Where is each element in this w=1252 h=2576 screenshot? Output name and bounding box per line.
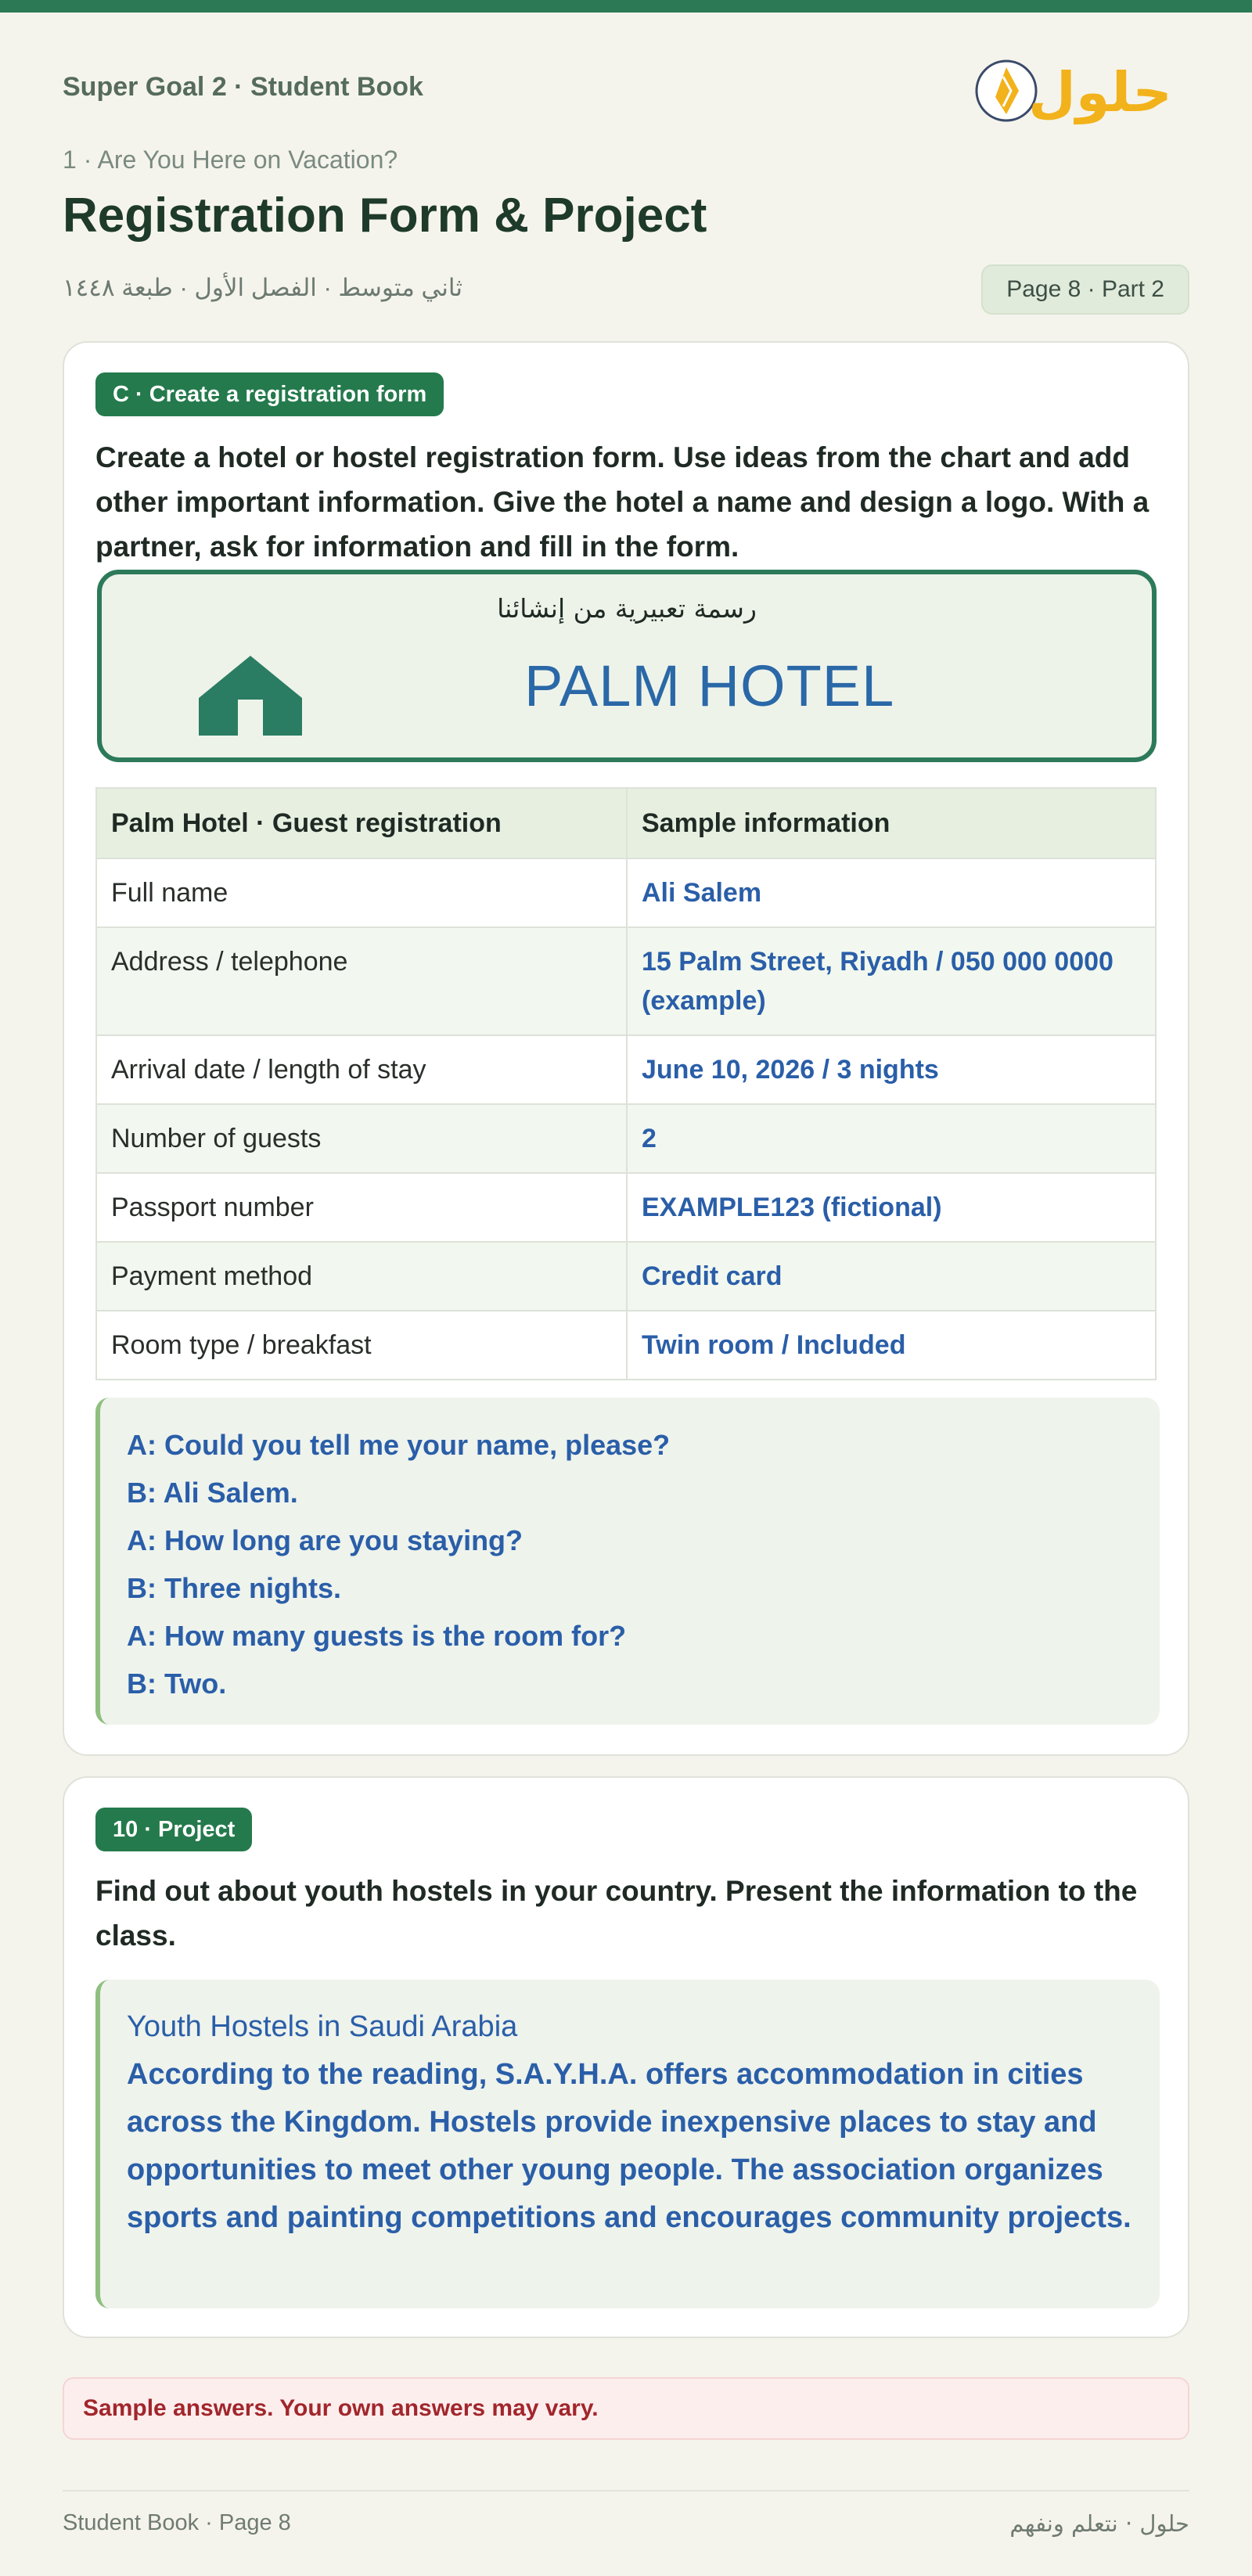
book-series: Super Goal 2 · Student Book: [63, 72, 423, 102]
project-badge: 10 · Project: [95, 1808, 252, 1851]
table-row: [96, 1242, 1156, 1311]
table-row: [96, 858, 1156, 927]
footer-brand: حلول · نتعلم ونفهم: [1009, 2510, 1189, 2537]
page-title: Registration Form & Project: [63, 189, 707, 243]
table-row: [96, 1173, 1156, 1242]
section-c-badge: C · Create a registration form: [95, 372, 444, 416]
project-answer-box: [95, 1980, 1160, 2308]
footer-page-label: Student Book · Page 8: [63, 2510, 291, 2535]
dialogue-answer-box: [95, 1398, 1160, 1725]
hulul-logo-icon: [975, 50, 1180, 131]
column-header: Palm Hotel · Guest registration: [96, 788, 627, 858]
dialogue-line: B: Two.: [127, 1668, 227, 1700]
field-label: Arrival date / length of stay: [96, 1035, 627, 1104]
dialogue-line: B: Ali Salem.: [127, 1477, 298, 1509]
hotel-name: PALM HOTEL: [524, 653, 895, 718]
sample-answers-note: Sample answers. Your own answers may vary.: [63, 2377, 1189, 2440]
table-row: [96, 1104, 1156, 1173]
section-c-card: [63, 341, 1189, 1756]
field-label: Passport number: [96, 1173, 627, 1242]
field-value: Ali Salem: [627, 858, 1156, 927]
dialogue-line: A: How many guests is the room for?: [127, 1620, 627, 1652]
grade-subtitle: ثاني متوسط · الفصل الأول · طبعة ١٤٤٨: [63, 274, 462, 301]
table-row: [96, 1311, 1156, 1380]
section-c-instruction: Create a hotel or hostel registration form. Use ideas from the chart and add other important information. Give the hotel a name and design a logo. With a partner, ask for information and fill in the form.: [95, 441, 1149, 563]
page: [63, 0, 1189, 2537]
dialogue-line: A: Could you tell me your name, please?: [127, 1429, 671, 1461]
table-row: [96, 1035, 1156, 1104]
column-header: Sample information: [627, 788, 1156, 858]
field-value: 15 Palm Street, Riyadh / 050 000 0000 (example): [627, 927, 1156, 1035]
footer-divider: [63, 2490, 1189, 2491]
field-label: Payment method: [96, 1242, 627, 1311]
project-answer-text: According to the reading, S.A.Y.H.A. offers accommodation in cities across the Kingdom. Hostels provide inexpensive places to stay and opportunities to meet other young people. The association organizes sports and painting competitions and encourages community projects.: [127, 2058, 1131, 2234]
field-value: June 10, 2026 / 3 nights: [627, 1035, 1156, 1104]
field-label: Number of guests: [96, 1104, 627, 1173]
project-answer-title: Youth Hostels in Saudi Arabia: [127, 2010, 518, 2043]
project-card: [63, 1776, 1189, 2338]
table-row: [96, 927, 1156, 1035]
field-label: Room type / breakfast: [96, 1311, 627, 1380]
hotel-logo-design: [97, 570, 1157, 762]
field-label: Full name: [96, 858, 627, 927]
registration-table: [95, 787, 1157, 1380]
table-header-row: [96, 788, 1156, 858]
field-value: EXAMPLE123 (fictional): [627, 1173, 1156, 1242]
field-label: Address / telephone: [96, 927, 627, 1035]
logo-text: حلول: [1028, 60, 1172, 124]
unit-title: 1 · Are You Here on Vacation?: [63, 146, 398, 174]
field-value: Credit card: [627, 1242, 1156, 1311]
page-header: [63, 0, 1189, 344]
page-badge: Page 8 · Part 2: [981, 264, 1189, 315]
project-instruction: Find out about youth hostels in your country. Present the information to the class.: [95, 1875, 1138, 1952]
field-value: Twin room / Included: [627, 1311, 1156, 1380]
dialogue-line: A: How long are you staying?: [127, 1524, 523, 1556]
field-value: 2: [627, 1104, 1156, 1173]
logo-caption: رسمة تعبيرية من إنشائنا: [497, 593, 757, 624]
dialogue-line: B: Three nights.: [127, 1572, 342, 1604]
house-icon: [196, 653, 305, 739]
